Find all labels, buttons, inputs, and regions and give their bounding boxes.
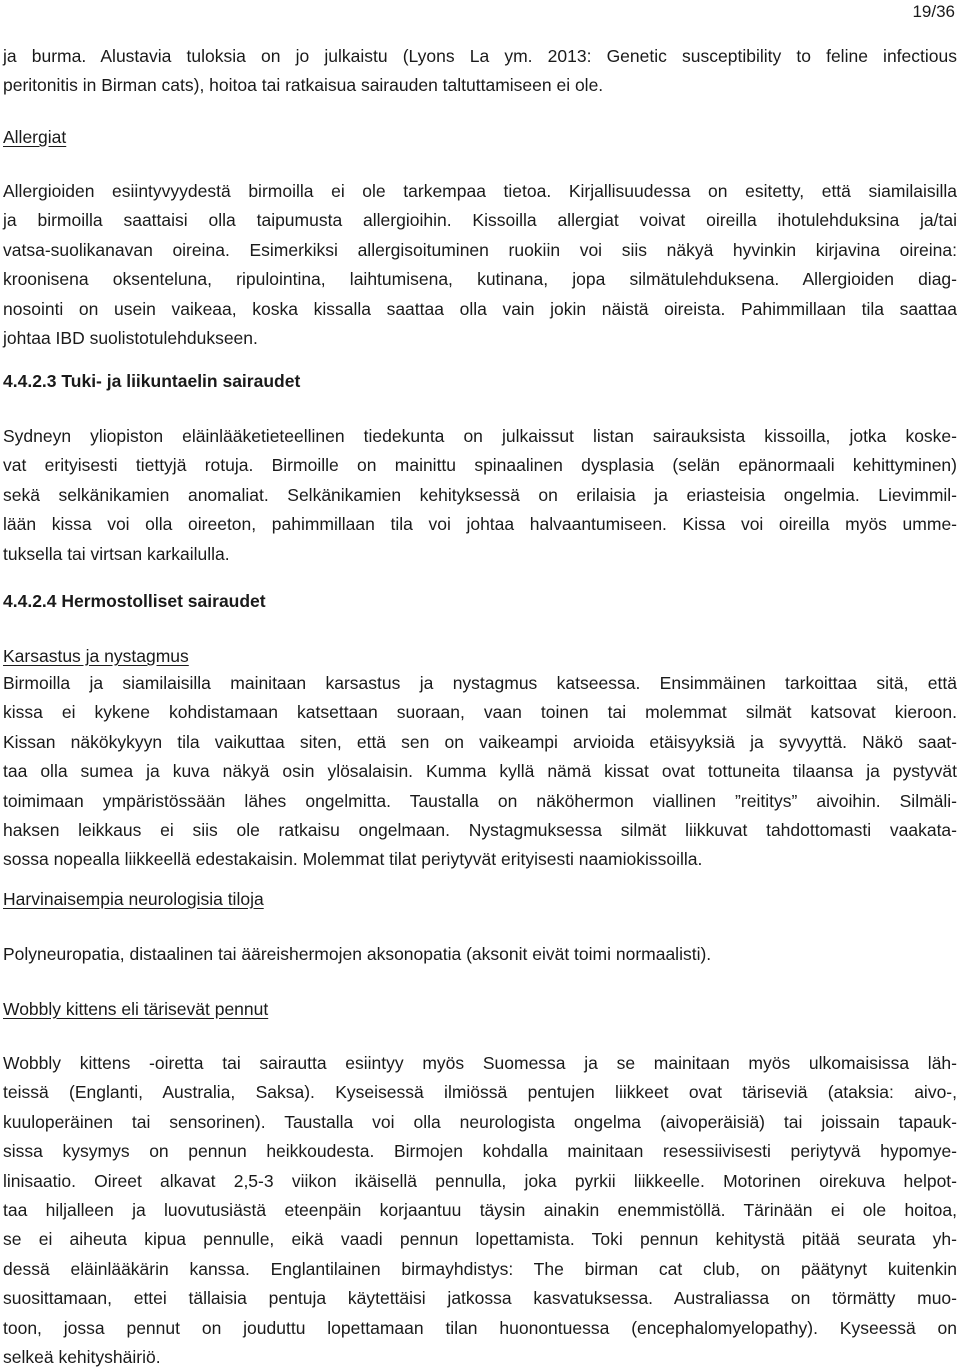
text-line: toon, jossa pennut on jouduttu lopettamaan tilan huonontuessa (encephalomyelopathy). Kyseessä on (3, 1317, 957, 1338)
document-page (3, 0, 957, 1367)
text-line: lään kissa voi olla oireeton, pahimmillaan tila voi johtaa halvaantumiseen. Kissa voi oireilla myös umme- (3, 514, 957, 535)
text-line: sissa kysymys on pennun heikkoudesta. Birmojen kohdalla mainitaan resessiivisesti periytyvä hypomye- (3, 1141, 957, 1162)
subheading-karsastus: Karsastus ja nystagmus (3, 646, 189, 666)
text-line: kroonisena oksenteluna, ripulointina, laihtumisena, kutinana, jopa silmätulehduksena. Allergioiden diag- (3, 269, 957, 290)
text-line: Kissan näkökykyyn tila vaikuttaa siten, että sen on vaikeampi arvioida etäisyyksiä ja syvyyttä. Näkö saat- (3, 731, 957, 752)
section-heading-4-4-2-3: 4.4.2.3 Tuki- ja liikuntaelin sairaudet (3, 371, 301, 391)
text-line: sekä selkänikamien anomaliat. Selkänikamien kehityksessä on erilaisia ja eriasteisia ongelmia. Lievimmil- (3, 484, 957, 505)
paragraph-allergiat (3, 177, 957, 353)
text-line: linisaatio. Oireet alkavat 2,5-3 viikon ikäisellä pennulla, joka pyrkii liikkeelle. Motorinen oirekuva helpot- (3, 1170, 957, 1191)
text-line: sossa nopealla liikkeellä edestakaisin. Molemmat tilat periytyvät erityisesti naamiokissoilla. (3, 849, 703, 870)
text-line: taa olla sumea ja kuva näkyä osin ylösalaisin. Kumma kyllä nämä kissat ovat tottuneita tilaansa ja pystyvät (3, 761, 957, 782)
text-line: taa hiljalleen ja luovutusiästä eteenpäin korjaantuu täysin ainakin enemmistöllä. Tärinään ei ole hoitoa, (3, 1199, 957, 1220)
text-line: peritonitis in Birman cats), hoitoa tai ratkaisua sairauden taltuttamiseen ei ole. (3, 75, 604, 96)
text-line: dessä eläinlääkärin kanssa. Englantilainen birmayhdistys: The birman cat club, on päätynyt kuitenkin (3, 1258, 957, 1279)
text-line: teissä (Englanti, Australia, Saksa). Kyseisessä ilmiössä pentujen liikkeet ovat täriseviä (ataksia: aivo-, (3, 1082, 957, 1103)
heading-allergiat: Allergiat (3, 127, 67, 147)
text-line: vat erityisesti tiettyjä rotuja. Birmoille on mainittu spinaalinen dysplasia (selän epänormaali kehittyminen) (3, 455, 957, 476)
paragraph-intro (3, 42, 957, 101)
text-line: Sydneyn yliopiston eläinlääketieteellinen tiedekunta on julkaissut listan sairauksista kissoilla, jotka koske- (3, 426, 957, 446)
text-line: Wobbly kittens -oiretta tai sairautta esiintyy myös Suomessa ja se mainitaan myös ulkomaisissa läh- (3, 1053, 957, 1073)
text-line: suosittamaan, ettei tällaisia pentuja käytettäisi jatkossa kasvatuksessa. Australiassa on törmätty muo- (3, 1288, 957, 1309)
text-line: kissa ei kykene kohdistamaan katsettaan suoraan, vaan toinen tai molemmat silmät katsovat kieroon. (3, 702, 957, 723)
text-line: kuuloperäinen tai sensorinen). Taustalla voi olla neurologista ongelma (aivoperäisiä) tai joissain tapauk- (3, 1111, 957, 1132)
paragraph-tuki (3, 422, 957, 569)
text-line: haksen leikkaus ei siis ole ratkaisu ongelmaan. Nystagmuksessa silmät liikkuvat tahdottomasti vaakata- (3, 819, 957, 840)
text-line: selkeä kehityshäiriö. (3, 1346, 161, 1367)
page-number: 19/36 (912, 2, 955, 21)
text-line: Allergioiden esiintyvyydestä birmoilla ei ole tarkempaa tietoa. Kirjallisuudessa on esitetty, että siamilaisilla (3, 181, 957, 201)
paragraph-wobbly (3, 1049, 957, 1372)
section-heading-4-4-2-4: 4.4.2.4 Hermostolliset sairaudet (3, 591, 266, 611)
text-line: ja burma. Alustavia tuloksia on jo julkaistu (Lyons La ym. 2013: Genetic susceptibility to feline infectious (3, 46, 957, 66)
text-line: johtaa IBD suolistotulehdukseen. (3, 327, 258, 348)
text-line: se ei aiheuta kipua pennulle, eikä vaadi pennun lopettamista. Toki pennun kehitystä pitää seurata yh- (3, 1229, 957, 1250)
paragraph-karsastus (3, 669, 957, 875)
text-line: Birmoilla ja siamilaisilla mainitaan karsastus ja nystagmus katseessa. Ensimmäinen tarkoittaa sitä, että (3, 673, 957, 693)
text-line: Polyneuropatia, distaalinen tai ääreishermojen aksonopatia (aksonit eivät toimi normaalisti). (3, 944, 712, 964)
text-line: vatsa-suolikanavan oireina. Esimerkiksi allergisoituminen ruokiin voi siis näkyä hyvinkin kirjavina oireina: (3, 239, 957, 260)
text-line: toimimaan ympäristössään lähes ongelmitta. Taustalla on näköhermon viallinen ”reititys” aivoihin. Silmäli- (3, 790, 957, 811)
subheading-harvinaisempia: Harvinaisempia neurologisia tiloja (3, 889, 264, 909)
text-line: ja birmoilla saattaisi olla taipumusta allergioihin. Kissoilla allergiat voivat oireilla ihotulehduksina ja/tai (3, 210, 957, 231)
text-line: nosointi on usein vaikeaa, koska kissalla saattaa olla vain jokin näistä oireista. Pahimmillaan tila saattaa (3, 298, 957, 319)
text-line: tuksella tai virtsan karkailulla. (3, 543, 230, 564)
subheading-wobbly: Wobbly kittens eli tärisevät pennut (3, 999, 269, 1019)
paragraph-harvinaisempia (3, 940, 957, 969)
